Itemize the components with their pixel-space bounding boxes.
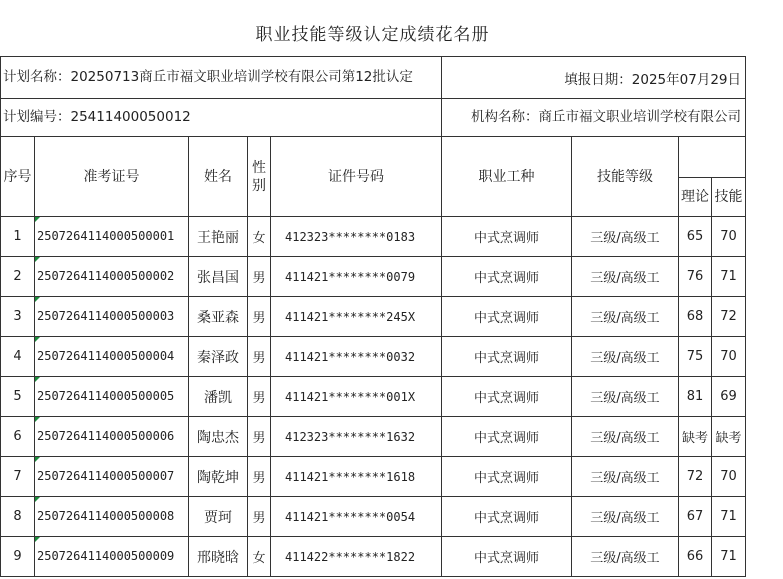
gender-cell[interactable]: 男 xyxy=(248,377,271,417)
table-row xyxy=(1,457,746,497)
name-cell[interactable]: 贾珂 xyxy=(189,497,248,537)
exam-number-text: 2507264114000500008 xyxy=(37,509,175,523)
theory-score-cell[interactable]: 81 xyxy=(679,377,712,417)
theory-score-cell[interactable]: 75 xyxy=(679,337,712,377)
occupation-cell[interactable]: 中式烹调师 xyxy=(442,377,572,417)
fill-date: 填报日期：2025年07月29日 xyxy=(442,57,746,99)
gender-cell[interactable]: 男 xyxy=(248,497,271,537)
id-number-cell[interactable]: 411421********245X xyxy=(271,297,442,337)
name-cell[interactable]: 潘凯 xyxy=(189,377,248,417)
seq-cell[interactable]: 5 xyxy=(1,377,35,417)
cell-comment-marker-icon xyxy=(35,537,40,542)
occupation-cell[interactable]: 中式烹调师 xyxy=(442,257,572,297)
name-cell[interactable]: 陶乾坤 xyxy=(189,457,248,497)
skill-score-cell[interactable]: 72 xyxy=(712,297,746,337)
occupation-cell[interactable]: 中式烹调师 xyxy=(442,337,572,377)
name-cell[interactable]: 张昌国 xyxy=(189,257,248,297)
exam-number-text: 2507264114000500002 xyxy=(37,269,175,283)
seq-cell[interactable]: 2 xyxy=(1,257,35,297)
seq-cell[interactable]: 4 xyxy=(1,337,35,377)
id-number-cell[interactable]: 411421********0079 xyxy=(271,257,442,297)
id-number-cell[interactable]: 412323********1632 xyxy=(271,417,442,457)
header-row-1 xyxy=(1,137,746,178)
table-row xyxy=(1,377,746,417)
table-row xyxy=(1,417,746,457)
gender-cell[interactable]: 男 xyxy=(248,297,271,337)
exam-number-text: 2507264114000500007 xyxy=(37,469,175,483)
seq-cell[interactable]: 7 xyxy=(1,457,35,497)
exam-number-text: 2507264114000500003 xyxy=(37,309,175,323)
cell-comment-marker-icon xyxy=(35,297,40,302)
roster-table xyxy=(0,56,746,577)
org-name: 机构名称：商丘市福文职业培训学校有限公司 xyxy=(442,99,746,137)
seq-cell[interactable]: 1 xyxy=(1,217,35,257)
level-cell[interactable]: 三级/高级工 xyxy=(572,497,679,537)
id-number-cell[interactable]: 412323********0183 xyxy=(271,217,442,257)
header-theory: 理论 xyxy=(679,178,712,217)
exam-number-text: 2507264114000500009 xyxy=(37,549,175,563)
gender-cell[interactable]: 男 xyxy=(248,257,271,297)
id-number-cell[interactable]: 411421********001X xyxy=(271,377,442,417)
exam-number-text: 2507264114000500004 xyxy=(37,349,175,363)
table-row xyxy=(1,537,746,577)
occupation-cell[interactable]: 中式烹调师 xyxy=(442,497,572,537)
theory-score-cell[interactable]: 缺考 xyxy=(679,417,712,457)
exam-number-cell[interactable] xyxy=(35,377,189,417)
name-cell[interactable]: 邢晓晗 xyxy=(189,537,248,577)
table-row xyxy=(1,297,746,337)
skill-score-cell[interactable]: 71 xyxy=(712,257,746,297)
theory-score-cell[interactable]: 76 xyxy=(679,257,712,297)
skill-score-cell[interactable]: 69 xyxy=(712,377,746,417)
exam-number-cell[interactable] xyxy=(35,337,189,377)
cell-comment-marker-icon xyxy=(35,337,40,342)
table-row xyxy=(1,337,746,377)
id-number-cell[interactable]: 411421********0032 xyxy=(271,337,442,377)
theory-score-cell[interactable]: 66 xyxy=(679,537,712,577)
exam-number-cell[interactable] xyxy=(35,497,189,537)
header-level: 技能等级 xyxy=(572,137,679,217)
theory-score-cell[interactable]: 68 xyxy=(679,297,712,337)
info-row-2 xyxy=(1,99,746,137)
name-cell[interactable]: 陶忠杰 xyxy=(189,417,248,457)
cell-comment-marker-icon xyxy=(35,457,40,462)
gender-cell[interactable]: 男 xyxy=(248,417,271,457)
id-number-cell[interactable]: 411421********0054 xyxy=(271,497,442,537)
seq-cell[interactable]: 8 xyxy=(1,497,35,537)
occupation-cell[interactable]: 中式烹调师 xyxy=(442,217,572,257)
plan-number: 计划编号：25411400050012 xyxy=(1,99,442,137)
exam-number-text: 2507264114000500005 xyxy=(37,389,175,403)
cell-comment-marker-icon xyxy=(35,257,40,262)
name-cell[interactable]: 桑亚森 xyxy=(189,297,248,337)
header-seq: 序号 xyxy=(1,137,35,217)
exam-number-text: 2507264114000500001 xyxy=(37,229,175,243)
header-occupation: 职业工种 xyxy=(442,137,572,217)
cell-comment-marker-icon xyxy=(35,377,40,382)
skill-score-cell[interactable]: 70 xyxy=(712,217,746,257)
theory-score-cell[interactable]: 65 xyxy=(679,217,712,257)
header-score-group xyxy=(679,137,746,178)
exam-number-text: 2507264114000500006 xyxy=(37,429,175,443)
occupation-cell[interactable]: 中式烹调师 xyxy=(442,457,572,497)
header-id-no: 证件号码 xyxy=(271,137,442,217)
theory-score-cell[interactable]: 72 xyxy=(679,457,712,497)
level-cell[interactable]: 三级/高级工 xyxy=(572,457,679,497)
plan-name: 计划名称：20250713商丘市福文职业培训学校有限公司第12批认定 xyxy=(1,57,442,99)
exam-number-cell[interactable] xyxy=(35,417,189,457)
id-number-cell[interactable]: 411421********1618 xyxy=(271,457,442,497)
skill-score-cell[interactable]: 71 xyxy=(712,497,746,537)
name-cell[interactable]: 秦泽政 xyxy=(189,337,248,377)
occupation-cell[interactable]: 中式烹调师 xyxy=(442,537,572,577)
occupation-cell[interactable]: 中式烹调师 xyxy=(442,417,572,457)
theory-score-cell[interactable]: 67 xyxy=(679,497,712,537)
level-cell[interactable]: 三级/高级工 xyxy=(572,377,679,417)
table-row xyxy=(1,217,746,257)
level-cell[interactable]: 三级/高级工 xyxy=(572,417,679,457)
gender-cell[interactable]: 男 xyxy=(248,457,271,497)
name-cell[interactable]: 王艳丽 xyxy=(189,217,248,257)
level-cell[interactable]: 三级/高级工 xyxy=(572,537,679,577)
cell-comment-marker-icon xyxy=(35,497,40,502)
skill-score-cell[interactable]: 缺考 xyxy=(712,417,746,457)
table-row xyxy=(1,257,746,297)
header-name: 姓名 xyxy=(189,137,248,217)
exam-number-cell[interactable] xyxy=(35,297,189,337)
exam-number-cell[interactable] xyxy=(35,537,189,577)
seq-cell[interactable]: 6 xyxy=(1,417,35,457)
id-number-cell[interactable]: 411422********1822 xyxy=(271,537,442,577)
document-title: 职业技能等级认定成绩花名册 xyxy=(255,25,490,45)
occupation-cell[interactable]: 中式烹调师 xyxy=(442,297,572,337)
seq-cell[interactable]: 3 xyxy=(1,297,35,337)
skill-score-cell[interactable]: 70 xyxy=(712,457,746,497)
table-row xyxy=(1,497,746,537)
exam-number-cell[interactable] xyxy=(35,257,189,297)
gender-cell[interactable]: 女 xyxy=(248,217,271,257)
level-cell[interactable]: 三级/高级工 xyxy=(572,257,679,297)
skill-score-cell[interactable]: 70 xyxy=(712,337,746,377)
cell-comment-marker-icon xyxy=(35,217,40,222)
exam-number-cell[interactable] xyxy=(35,217,189,257)
header-gender: 性别 xyxy=(248,137,271,217)
skill-score-cell[interactable]: 71 xyxy=(712,537,746,577)
level-cell[interactable]: 三级/高级工 xyxy=(572,297,679,337)
header-exam-no: 准考证号 xyxy=(35,137,189,217)
seq-cell[interactable]: 9 xyxy=(1,537,35,577)
gender-cell[interactable]: 男 xyxy=(248,337,271,377)
exam-number-cell[interactable] xyxy=(35,457,189,497)
header-skill: 技能 xyxy=(712,178,746,217)
info-row-1 xyxy=(1,57,746,99)
gender-cell[interactable]: 女 xyxy=(248,537,271,577)
cell-comment-marker-icon xyxy=(35,417,40,422)
level-cell[interactable]: 三级/高级工 xyxy=(572,217,679,257)
level-cell[interactable]: 三级/高级工 xyxy=(572,337,679,377)
